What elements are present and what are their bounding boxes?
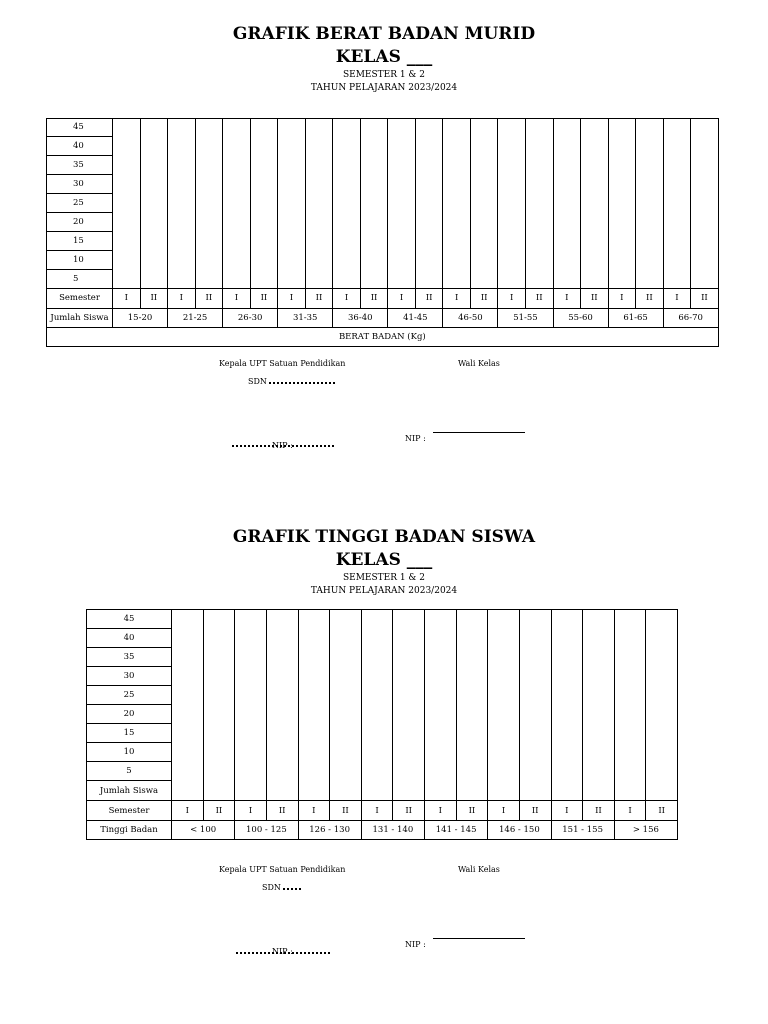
semester-numeral: I xyxy=(388,288,416,308)
semester-label: Semester xyxy=(87,801,172,821)
sig2-nip-left: NIP : xyxy=(272,947,293,956)
grid-column xyxy=(330,610,362,801)
footer-row xyxy=(47,327,719,346)
grid-column xyxy=(278,119,306,289)
grid-column xyxy=(551,610,583,801)
weight-range: 66-70 xyxy=(663,308,718,327)
sig1-wali-line xyxy=(433,432,525,433)
height-range: 141 - 145 xyxy=(425,821,488,840)
weight-range: 36-40 xyxy=(333,308,388,327)
chart2-kelas: KELAS ___ xyxy=(335,550,433,570)
sig1-kepala: Kepala UPT Satuan Pendidikan xyxy=(219,359,346,368)
semester-numeral: II xyxy=(636,288,664,308)
semester-numeral: I xyxy=(551,801,583,821)
chart2-title: GRAFIK TINGGI BADAN SISWA xyxy=(232,527,536,547)
y-axis-label: 35 xyxy=(47,155,113,174)
semester-numeral: II xyxy=(525,288,553,308)
grid-column xyxy=(113,119,141,289)
height-range: 131 - 140 xyxy=(361,821,424,840)
grid-column xyxy=(691,119,719,289)
semester-numeral: I xyxy=(298,801,330,821)
y-axis-label: 15 xyxy=(47,231,113,250)
weight-range: 55-60 xyxy=(553,308,608,327)
grid-column xyxy=(636,119,664,289)
semester-numeral: I xyxy=(443,288,471,308)
semester-numeral: I xyxy=(553,288,581,308)
weight-range: 31-35 xyxy=(278,308,333,327)
sig2-wali-line xyxy=(433,938,525,939)
semester-numeral: II xyxy=(583,801,615,821)
y-axis-label: 20 xyxy=(87,705,172,724)
y-axis-label: 30 xyxy=(87,667,172,686)
chart2-semester: SEMESTER 1 & 2 xyxy=(342,573,426,583)
grid-column xyxy=(456,610,488,801)
grid-column xyxy=(525,119,553,289)
semester-numeral: II xyxy=(581,288,609,308)
semester-numeral: I xyxy=(113,288,141,308)
sig2-kepala: Kepala UPT Satuan Pendidikan xyxy=(219,865,346,874)
sig2-wali: Wali Kelas xyxy=(458,865,500,874)
grid-column xyxy=(498,119,526,289)
semester-numeral: I xyxy=(172,801,204,821)
semester-numeral: II xyxy=(305,288,333,308)
weight-range: 26-30 xyxy=(223,308,278,327)
grid-column xyxy=(488,610,520,801)
sig2-nip-right: NIP : xyxy=(405,940,426,949)
chart1-kelas: KELAS ___ xyxy=(335,47,433,67)
grid-column xyxy=(140,119,168,289)
semester-numeral: I xyxy=(614,801,646,821)
semester-numeral: II xyxy=(330,801,362,821)
jumlah-row xyxy=(47,308,719,327)
grid-column xyxy=(235,610,267,801)
weight-range: 21-25 xyxy=(168,308,223,327)
semester-numeral: I xyxy=(361,801,393,821)
semester-numeral: I xyxy=(498,288,526,308)
semester-numeral: I xyxy=(488,801,520,821)
grid-column xyxy=(298,610,330,801)
grid-column xyxy=(663,119,691,289)
y-axis-label: 30 xyxy=(47,174,113,193)
weight-chart-table xyxy=(46,118,719,347)
grid-column xyxy=(393,610,425,801)
grid-column xyxy=(425,610,457,801)
semester-numeral: II xyxy=(250,288,278,308)
weight-range: 46-50 xyxy=(443,308,498,327)
semester-numeral: I xyxy=(333,288,361,308)
y-axis-label: Jumlah Siswa xyxy=(87,781,172,801)
grid-column xyxy=(195,119,223,289)
grid-column xyxy=(646,610,678,801)
semester-numeral: I xyxy=(278,288,306,308)
weight-range: 41-45 xyxy=(388,308,443,327)
chart2-tahun: TAHUN PELAJARAN 2023/2024 xyxy=(310,586,458,596)
semester-numeral: I xyxy=(168,288,196,308)
height-range: 146 - 150 xyxy=(488,821,551,840)
grid-column xyxy=(361,610,393,801)
semester-numeral: I xyxy=(235,801,267,821)
grid-column xyxy=(333,119,361,289)
semester-numeral: II xyxy=(140,288,168,308)
chart1-title: GRAFIK BERAT BADAN MURID xyxy=(232,24,536,44)
height-chart-table xyxy=(86,609,678,840)
axis-title: BERAT BADAN (Kg) xyxy=(47,327,719,346)
y-axis-row xyxy=(47,119,719,137)
chart1-tahun: TAHUN PELAJARAN 2023/2024 xyxy=(310,83,458,93)
semester-numeral: II xyxy=(360,288,388,308)
grid-column xyxy=(553,119,581,289)
height-range: < 100 xyxy=(172,821,235,840)
y-axis-row xyxy=(87,610,678,629)
sig1-nip-left: NIP : xyxy=(272,441,293,450)
grid-column xyxy=(223,119,251,289)
y-axis-label: 5 xyxy=(47,269,113,288)
grid-column xyxy=(608,119,636,289)
grid-column xyxy=(305,119,333,289)
grid-column xyxy=(172,610,204,801)
semester-numeral: II xyxy=(393,801,425,821)
y-axis-label: 45 xyxy=(47,119,113,137)
jumlah-siswa-label: Jumlah Siswa xyxy=(47,308,113,327)
y-axis-label: 10 xyxy=(87,743,172,762)
weight-range: 61-65 xyxy=(608,308,663,327)
grid-column xyxy=(614,610,646,801)
height-range: 151 - 155 xyxy=(551,821,614,840)
y-axis-label: 5 xyxy=(87,762,172,781)
semester-numeral: II xyxy=(691,288,719,308)
y-axis-label: 25 xyxy=(47,193,113,212)
weight-range: 51-55 xyxy=(498,308,553,327)
semester-numeral: II xyxy=(195,288,223,308)
grid-column xyxy=(388,119,416,289)
grid-column xyxy=(250,119,278,289)
chart1-semester: SEMESTER 1 & 2 xyxy=(342,70,426,80)
weight-range: 15-20 xyxy=(113,308,168,327)
tinggi-badan-label: Tinggi Badan xyxy=(87,821,172,840)
y-axis-label: 20 xyxy=(47,212,113,231)
grid-column xyxy=(266,610,298,801)
y-axis-label: 10 xyxy=(47,250,113,269)
grid-column xyxy=(519,610,551,801)
semester-label: Semester xyxy=(47,288,113,308)
semester-numeral: II xyxy=(519,801,551,821)
semester-numeral: I xyxy=(223,288,251,308)
sig1-sdn: SDN xyxy=(248,377,335,386)
y-axis-label: 15 xyxy=(87,724,172,743)
grid-column xyxy=(443,119,471,289)
grid-column xyxy=(583,610,615,801)
grid-column xyxy=(581,119,609,289)
grid-column xyxy=(168,119,196,289)
grid-column xyxy=(470,119,498,289)
semester-numeral: II xyxy=(415,288,443,308)
y-axis-label: 35 xyxy=(87,648,172,667)
semester-numeral: II xyxy=(266,801,298,821)
grid-column xyxy=(203,610,235,801)
semester-numeral: I xyxy=(608,288,636,308)
y-axis-label: 25 xyxy=(87,686,172,705)
tinggi-row xyxy=(87,821,678,840)
semester-row xyxy=(47,288,719,308)
semester-row xyxy=(87,801,678,821)
semester-numeral: II xyxy=(646,801,678,821)
semester-numeral: II xyxy=(203,801,235,821)
y-axis-label: 45 xyxy=(87,610,172,629)
height-range: 100 - 125 xyxy=(235,821,298,840)
y-axis-label: 40 xyxy=(47,136,113,155)
sig1-nip-right: NIP : xyxy=(405,434,426,443)
sig1-wali: Wali Kelas xyxy=(458,359,500,368)
height-range: > 156 xyxy=(614,821,677,840)
semester-numeral: I xyxy=(663,288,691,308)
grid-column xyxy=(415,119,443,289)
semester-numeral: II xyxy=(456,801,488,821)
semester-numeral: II xyxy=(470,288,498,308)
y-axis-label: 40 xyxy=(87,629,172,648)
semester-numeral: I xyxy=(425,801,457,821)
height-range: 126 - 130 xyxy=(298,821,361,840)
sig2-sdn: SDN xyxy=(262,883,301,892)
grid-column xyxy=(360,119,388,289)
